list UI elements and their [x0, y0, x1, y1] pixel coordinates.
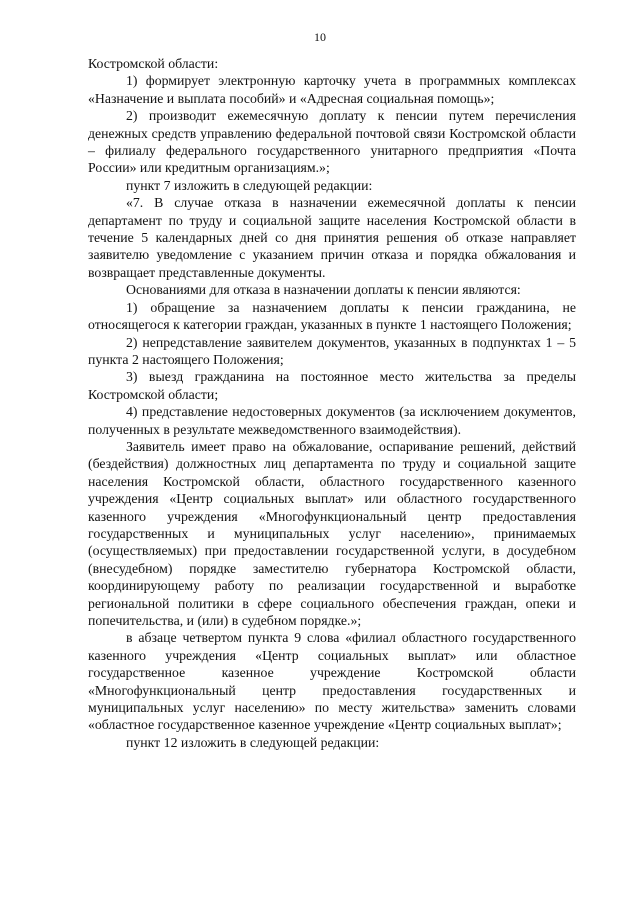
paragraph: 3) выезд гражданина на постоянное место жительства за пределы Костромской области;: [88, 369, 576, 402]
paragraph: 1) формирует электронную карточку учета в программных комплексах «Назначение и выплата пособий» и «Адресная социальная помощь»;: [88, 73, 576, 106]
page-number: 10: [314, 30, 326, 44]
paragraph: 4) представление недостоверных документов (за исключением документов, полученных в результате межведомственного взаимодействия).: [88, 404, 576, 437]
paragraph: Основаниями для отказа в назначении доплаты к пенсии являются:: [126, 282, 521, 298]
paragraph: 1) обращение за назначением доплаты к пенсии гражданина, не относящегося к категории граждан, указанных в пункте 1 настоящего Положения;: [88, 299, 576, 333]
paragraph: 2) производит ежемесячную доплату к пенсии путем перечисления денежных средств управлению федеральной почтовой связи Костромской области – филиалу федерального государственного унитарного предприятия «Почта России» или кредитным организациям.»;: [88, 108, 576, 176]
paragraph: пункт 12 изложить в следующей редакции:: [126, 734, 380, 750]
paragraph: Костромской области:: [88, 56, 219, 71]
document-body: [88, 55, 576, 751]
paragraph: «7. В случае отказа в назначении ежемесячной доплаты к пенсии департамент по труду и социальной защите населения Костромской области в течение 5 календарных дней со дня принятия решения об отказе направляет заявителю уведомление с указанием причин отказа и порядка обжалования и возвращает представленные документы.: [88, 195, 576, 280]
paragraph: пункт 7 изложить в следующей редакции:: [126, 177, 373, 193]
paragraph: 2) непредставление заявителем документов, указанных в подпунктах 1 – 5 пункта 2 настоящего Положения;: [88, 334, 576, 367]
paragraph: в абзаце четвертом пункта 9 слова «филиал областного государственного казенного учреждения «Центр социальных выплат» или областное государственное казенное учреждение Костромской области «Многофункциональный центр предоставления государственных и муниципальных услуг населению» по месту жительства» заменить словами «областное государственное казенное учреждение «Центр социальных выплат»;: [88, 630, 576, 733]
paragraph: Заявитель имеет право на обжалование, оспаривание решений, действий (бездействия) должностных лиц департамента по труду и социальной защите населения Костромской области, областного государственного казенного учреждения «Центр социальных выплат» или областного государственного казенного учреждения «Многофункциональный центр предоставления государственных и муниципальных услуг населению», принимаемых (осуществляемых) при предоставлении государственной услуги, в досудебном (внесудебном) порядке заместителю губернатора Костромской области, координирующему работу по реализации государственной и выработке региональной политики в сфере социального обеспечения граждан, опеки и попечительства, и (или) в судебном порядке.»;: [88, 438, 576, 628]
